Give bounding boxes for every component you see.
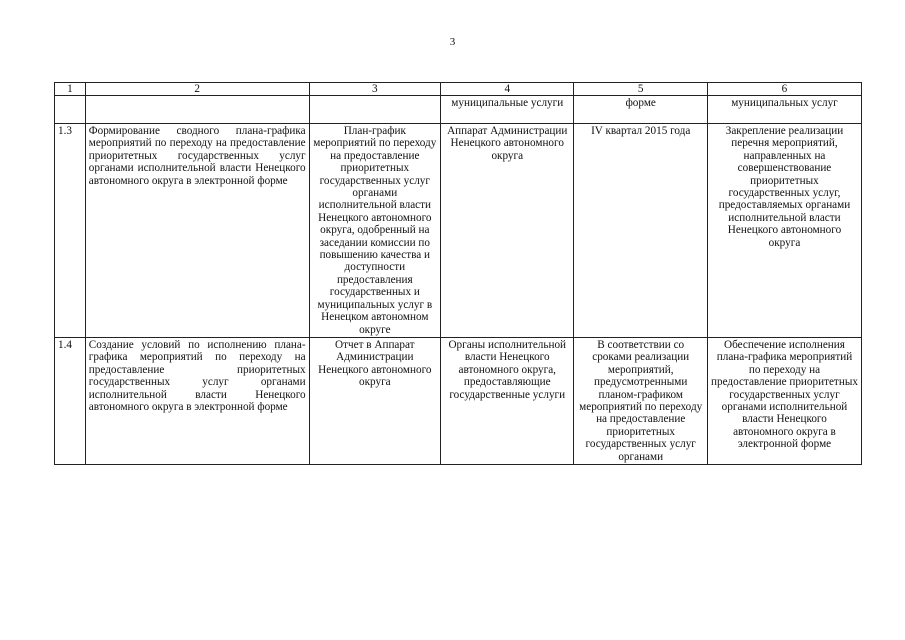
measure-cell: Создание условий по исполнению плана-графика мероприятий по переходу на предоставление приоритетных государственных услуг органами исполнительной власти Ненецкого автономного округа в электронной форме (85, 337, 309, 464)
continuation-cell: муниципальные услуги (441, 96, 574, 124)
column-number: 5 (574, 83, 707, 96)
deadline-cell: IV квартал 2015 года (574, 124, 707, 338)
column-number: 4 (441, 83, 574, 96)
row-number: 1.3 (55, 124, 86, 338)
column-number: 3 (309, 83, 440, 96)
table-row (55, 337, 862, 464)
row-number: 1.4 (55, 337, 86, 464)
deadline-cell: В соответствии со сроками реализации мероприятий, предусмотренными планом-графиком мероприятий по переходу на предоставление приоритетных государственных услуг органами (574, 337, 707, 464)
responsible-cell: Аппарат Администрации Ненецкого автономного округа (441, 124, 574, 338)
table-row (55, 124, 862, 338)
continuation-cell: муниципальных услуг (707, 96, 861, 124)
effect-cell: Обеспечение исполнения плана-графика мероприятий по переходу на предоставление приоритетных государственных услуг органами исполнительной власти Ненецкого автономного округа в электронной форме (707, 337, 861, 464)
result-cell: Отчет в Аппарат Администрации Ненецкого автономного округа (309, 337, 440, 464)
continuation-cell: форме (574, 96, 707, 124)
column-number: 1 (55, 83, 86, 96)
column-number: 2 (85, 83, 309, 96)
column-number: 6 (707, 83, 861, 96)
continuation-cell (55, 96, 86, 124)
column-number-row (55, 83, 862, 96)
responsible-cell: Органы исполнительной власти Ненецкого автономного округа, предоставляющие государственные услуги (441, 337, 574, 464)
continuation-row (55, 96, 862, 124)
result-cell: План-график мероприятий по переходу на предоставление приоритетных государственных услуг органами исполнительной власти Ненецкого автономного округа, одобренный на заседании комиссии по повышению качества и доступности предоставления государственных и муниципальных услуг в Ненецком автономном округе (309, 124, 440, 338)
effect-cell: Закрепление реализации перечня мероприятий, направленных на совершенствование приоритетных государственных услуг, предоставляемых органами исполнительной власти Ненецкого автономного округа (707, 124, 861, 338)
measure-cell: Формирование сводного плана-графика мероприятий по переходу на предоставление приоритетных государственных услуг органами исполнительной власти Ненецкого автономного округа в электронной форме (85, 124, 309, 338)
continuation-cell (309, 96, 440, 124)
continuation-cell (85, 96, 309, 124)
plan-table (54, 82, 862, 465)
page-number: 3 (449, 36, 456, 48)
